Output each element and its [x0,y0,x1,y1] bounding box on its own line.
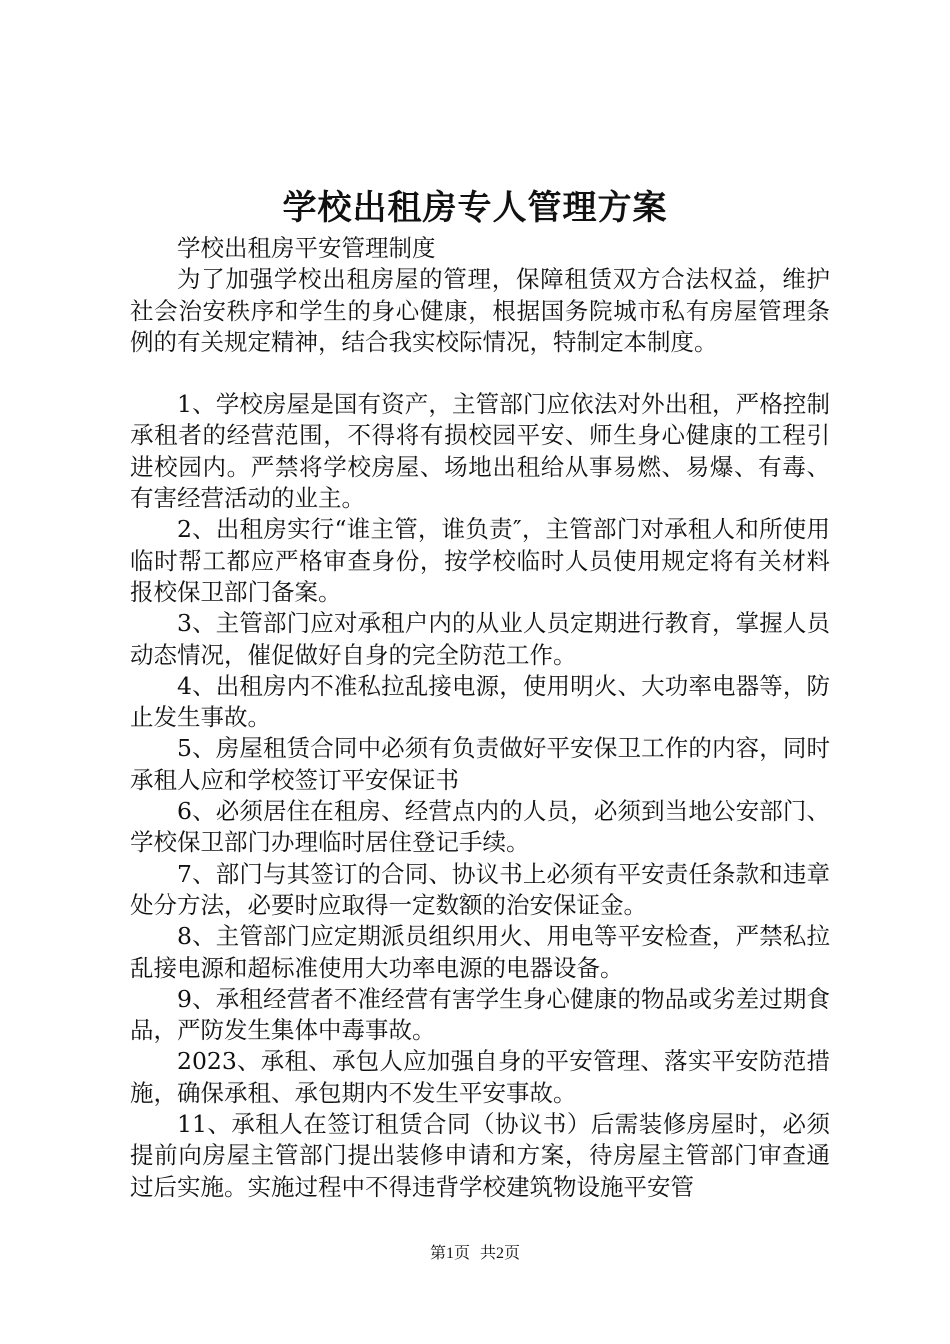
page-number: 第1页 [429,1245,470,1262]
page-footer [0,1243,950,1265]
clause-paragraph: 7、部门与其签订的合同、协议书上必须有平安责任条款和违章处分方法，必要时应取得一定数额的治安保证金。 [130,859,830,919]
clause-paragraph: 3、主管部门应对承租户内的从业人员定期进行教育，掌握人员动态情况，催促做好自身的完全防范工作。 [130,609,830,669]
clause-paragraph: 4、出租房内不准私拉乱接电源，使用明火、大功率电器等，防止发生事故。 [130,671,830,732]
page-total: 共2页 [480,1245,521,1262]
subtitle-paragraph: 学校出租房平安管理制度 [177,234,436,262]
clause-paragraph: 8、主管部门应定期派员组织用火、用电等平安检查，严禁私拉乱接电源和超标准使用大功率电源的电器设备。 [130,922,830,982]
clause-paragraph: 2、出租房实行“谁主管，谁负责″，主管部门对承租人和所使用临时帮工都应严格审查身份，按学校临时人员使用规定将有关材料报校保卫部门备案。 [130,515,830,606]
clause-paragraph: 5、房屋租赁合同中必须有负责做好平安保卫工作的内容，同时承租人应和学校签订平安保证书 [130,734,830,794]
clause-paragraph: 1、学校房屋是国有资产，主管部门应依法对外出租，严格控制承租者的经营范围，不得将有损校园平安、师生身心健康的工程引进校园内。严禁将学校房屋、场地出租给从事易燃、易爆、有毒、有害经营活动的业主。 [130,390,830,513]
page-title: 学校出租房专人管理方案 [282,188,668,228]
intro-paragraph: 为了加强学校出租房屋的管理，保障租赁双方合法权益，维护社会治安秩序和学生的身心健康，根据国务院城市私有房屋管理条例的有关规定精神，结合我实校际情况，特制定本制度。 [130,265,830,356]
clause-paragraph: 2023、承租、承包人应加强自身的平安管理、落实平安防范措施，确保承租、承包期内不发生平安事故。 [130,1047,830,1107]
document-body [130,233,830,1203]
clause-paragraph: 6、必须居住在租房、经营点内的人员，必须到当地公安部门、学校保卫部门办理临时居住登记手续。 [130,797,830,857]
clause-paragraph: 9、承租经营者不准经营有害学生身心健康的物品或劣差过期食品，严防发生集体中毒事故。 [130,984,830,1045]
clause-paragraph: 11、承租人在签订租赁合同（协议书）后需装修房屋时，必须提前向房屋主管部门提出装修申请和方案，待房屋主管部门审查通过后实施。实施过程中不得违背学校建筑物设施平安管 [130,1110,830,1201]
